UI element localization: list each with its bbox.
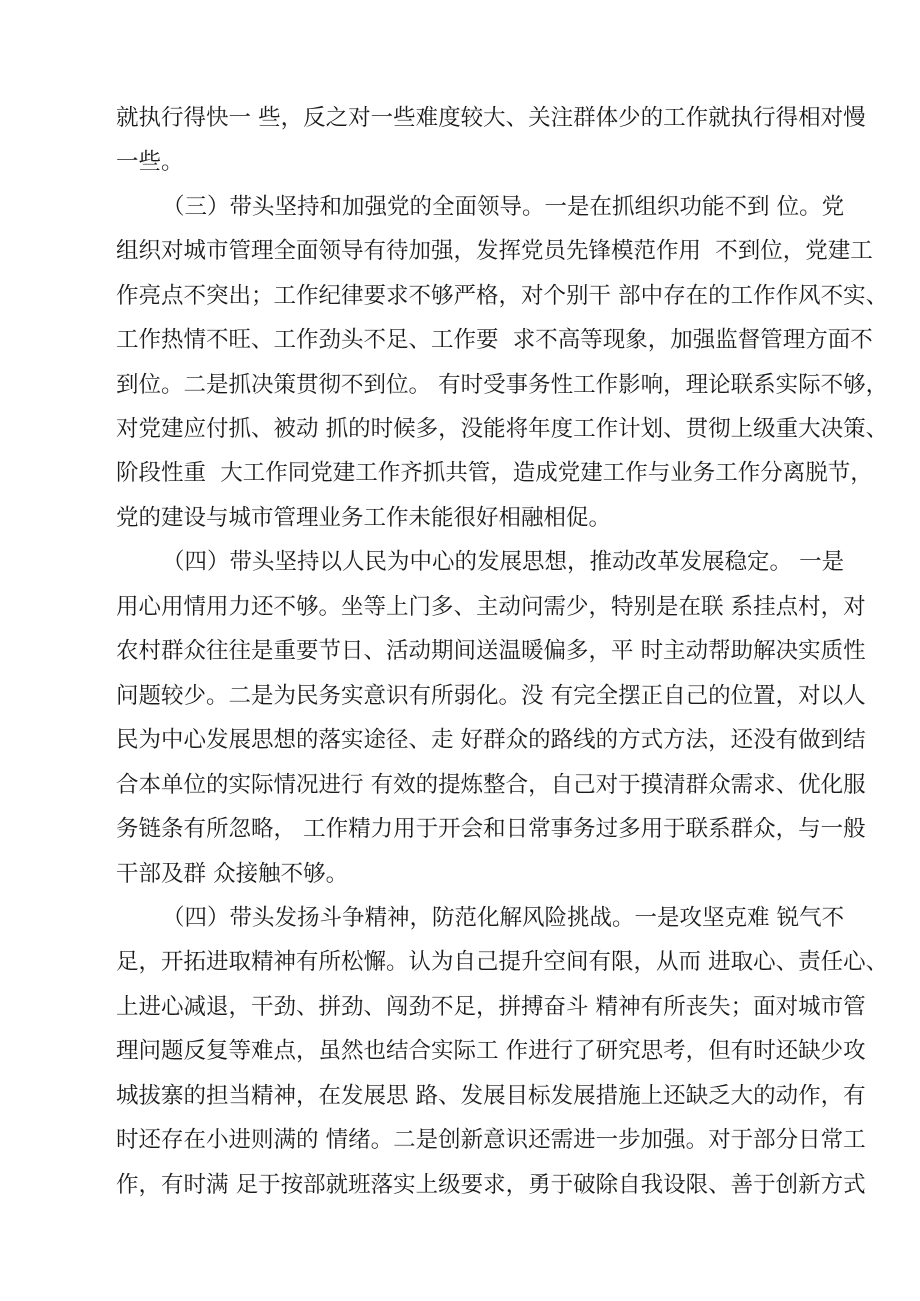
- text-line: 足，开拓进取精神有所松懈。认为自己提升空间有限，从而 进取心、责任心、: [116, 949, 889, 975]
- text-line: 合本单位的实际情况进行 有效的提炼整合，自己对于摸清群众需求、优化服: [116, 772, 866, 798]
- paragraph-heading-line: （四）带头发扬斗争精神，防范化解风险挑战。一是攻坚克难 锐气不: [162, 905, 845, 931]
- text-line: 上进心减退，干劲、拼劲、闯劲不足，拼搏奋斗 精神有所丧失；面对城市管: [116, 994, 866, 1020]
- text-line: 城拔寨的担当精神，在发展思 路、发展目标发展措施上还缺乏大的动作，有: [116, 1083, 866, 1109]
- text-line: 工作热情不旺、工作劲头不足、工作要 求不高等现象，加强监督管理方面不: [116, 327, 873, 353]
- text-line: 用心用情用力还不够。坐等上门多、主动问需少，特别是在联 系挂点村，对: [116, 594, 866, 620]
- text-line: 时还存在小进则满的 情绪。二是创新意识还需进一步加强。对于部分日常工: [116, 1127, 866, 1153]
- text-line: 农村群众往往是重要节日、活动期间送温暖偏多，平 时主动帮助解决实质性: [116, 638, 866, 664]
- text-line: 问题较少。二是为民务实意识有所弱化。没 有完全摆正自己的位置，对以人: [116, 683, 866, 709]
- text-line: 党的建设与城市管理业务工作未能很好相融相促。: [116, 505, 612, 531]
- paragraph-heading-line: （四）带头坚持以人民为中心的发展思想，推动改革发展稳定。 一是: [162, 549, 845, 575]
- text-line: 组织对城市管理全面领导有待加强，发挥党员先锋模范作用 不到位，党建工: [116, 238, 873, 264]
- text-line: 到位。二是抓决策贯彻不到位。 有时受事务性工作影响，理论联系实际不够，: [116, 372, 889, 398]
- text-line: 对党建应付抓、被动 抓的时候多，没能将年度工作计划、贯彻上级重大决策、: [116, 416, 889, 442]
- text-line: 就执行得快一 些，反之对一些难度较大、关注群体少的工作就执行得相对慢: [116, 105, 866, 131]
- paragraph-heading-line: （三）带头坚持和加强党的全面领导。一是在抓组织功能不到 位。党: [162, 194, 845, 220]
- text-line: 干部及群 众接触不够。: [116, 861, 349, 887]
- text-line: 理问题反复等难点，虽然也结合实际工 作进行了研究思考，但有时还缺少攻: [116, 1038, 866, 1064]
- text-line: 民为中心发展思想的落实途径、走 好群众的路线的方式方法，还没有做到结: [116, 727, 866, 753]
- text-line: 阶段性重 大工作同党建工作齐抓共管，造成党建工作与业务工作分离脱节，: [116, 460, 873, 486]
- text-line: 一些。: [116, 149, 184, 175]
- text-line: 务链条有所忽略， 工作精力用于开会和日常事务过多用于联系群众，与一般: [116, 816, 866, 842]
- text-line: 作亮点不突出；工作纪律要求不够严格，对个别干 部中存在的工作作风不实、: [116, 283, 889, 309]
- text-line: 作，有时满 足于按部就班落实上级要求，勇于破除自我设限、善于创新方式: [116, 1172, 866, 1198]
